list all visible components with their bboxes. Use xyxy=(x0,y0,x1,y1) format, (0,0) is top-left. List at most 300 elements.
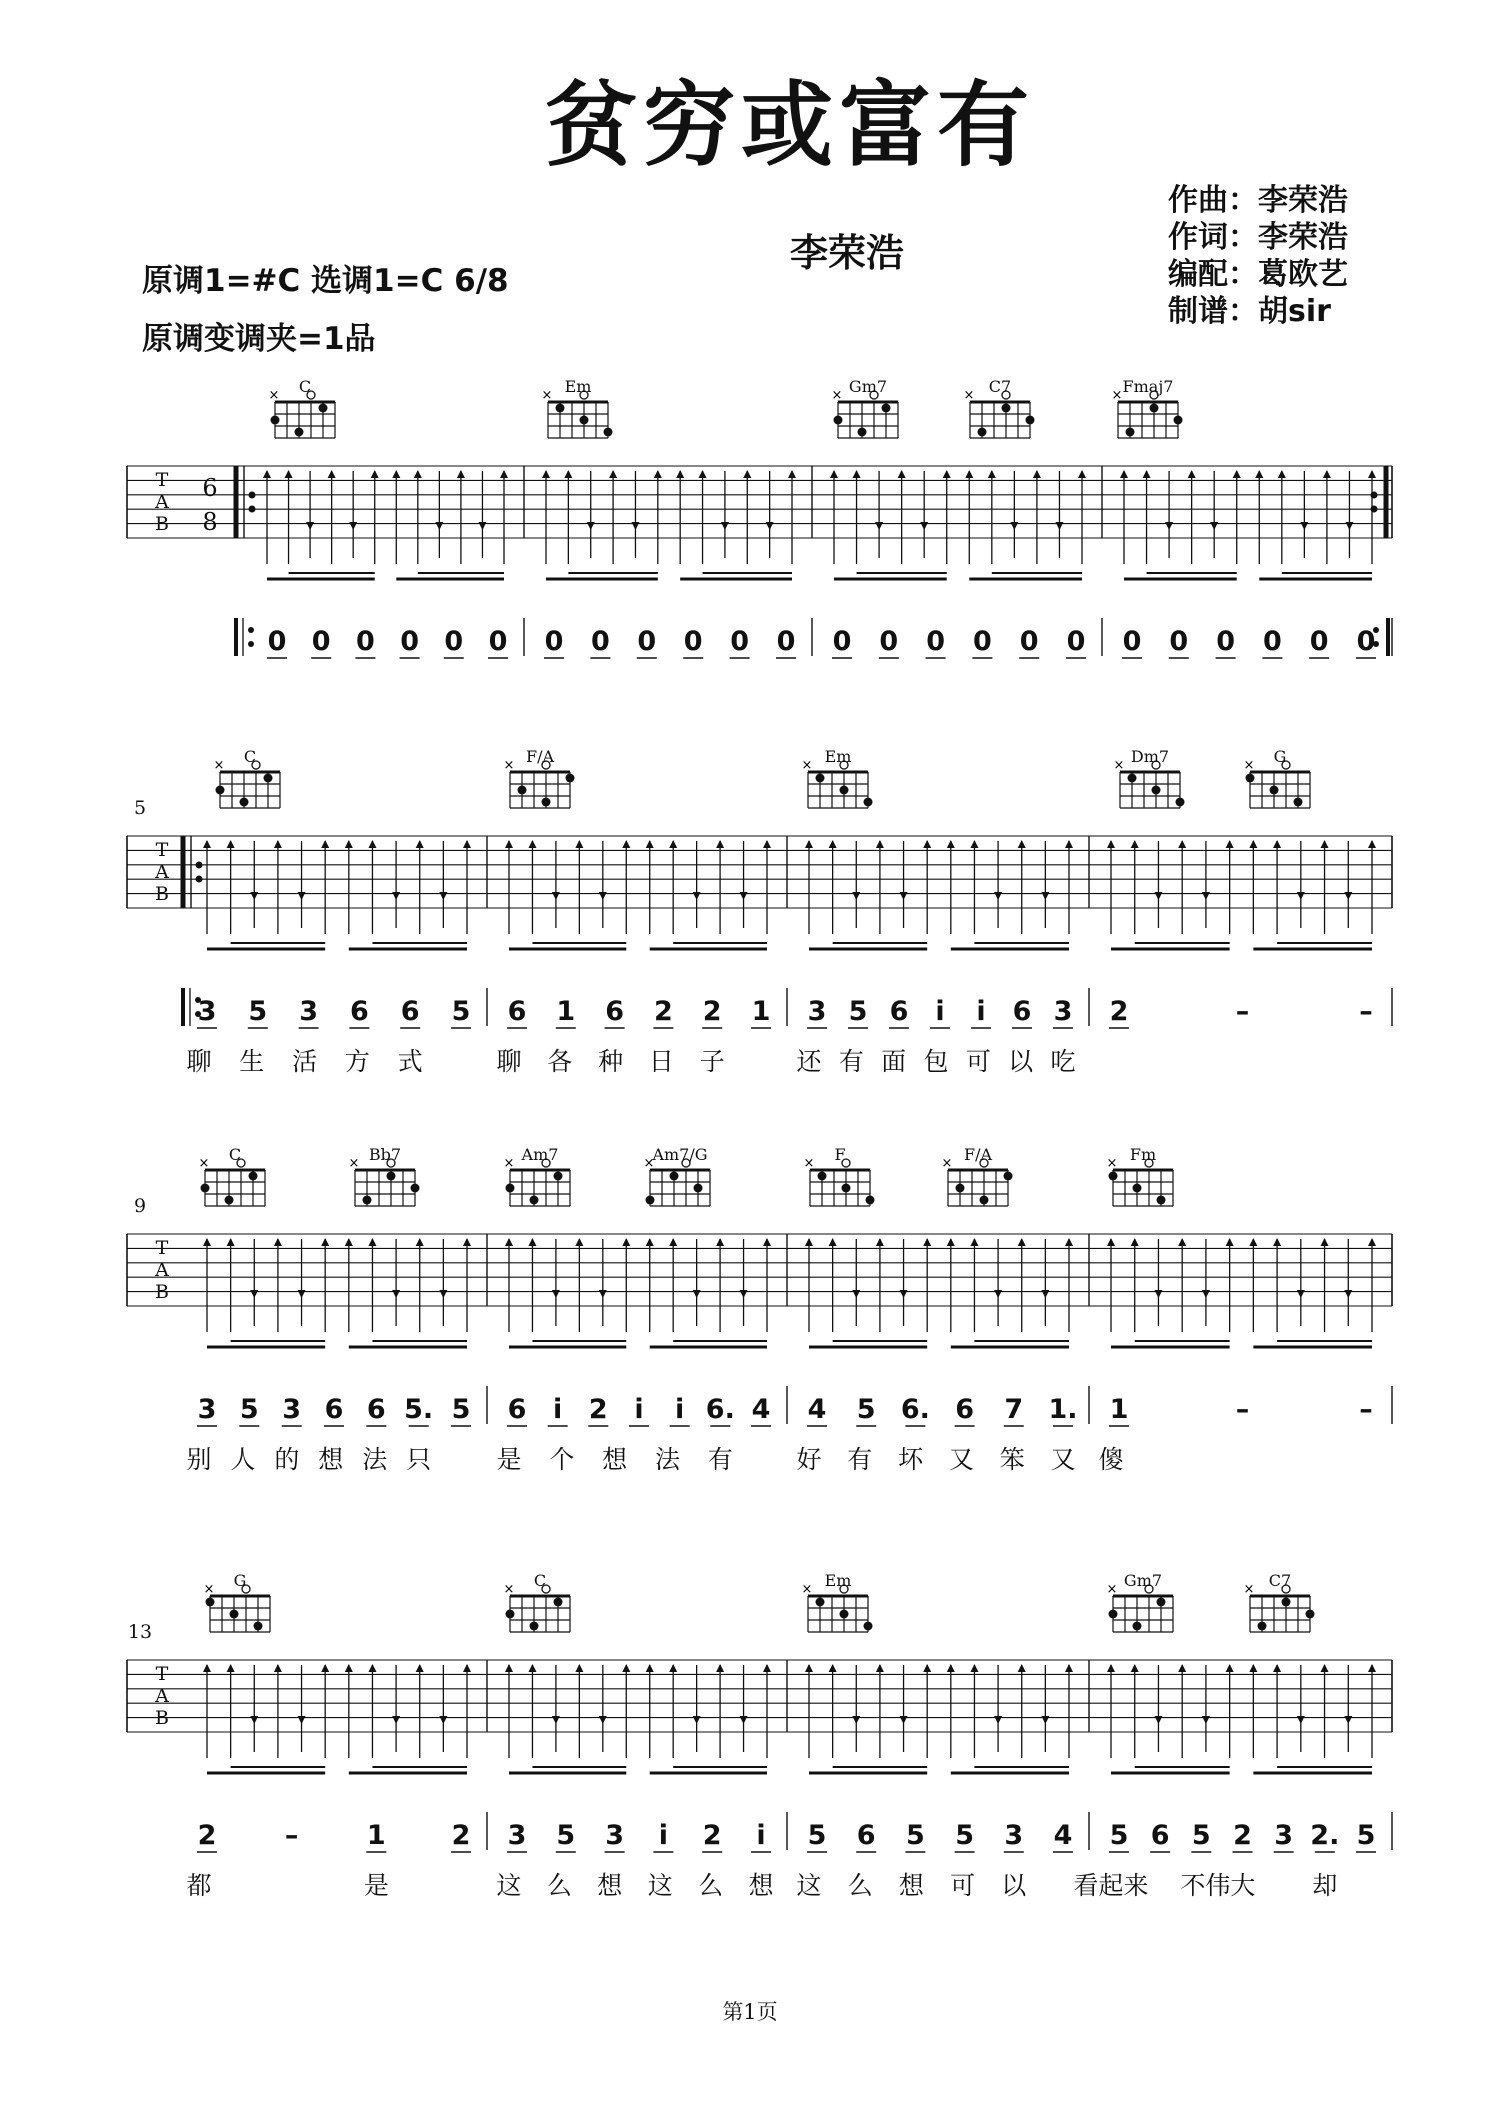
time-signature-bottom: 8 xyxy=(202,508,218,536)
tab-label-t: T xyxy=(155,469,169,491)
lyric-syllable: 以 xyxy=(1008,1047,1034,1076)
finger-dot xyxy=(866,1196,875,1205)
jianpu-note: 2 xyxy=(1109,996,1129,1027)
strum-up-arrow xyxy=(876,1238,884,1246)
jianpu-note: 0 xyxy=(1169,626,1189,657)
chord-name: G xyxy=(1273,747,1287,766)
strum-down-arrow xyxy=(740,892,748,900)
strum-up-arrow xyxy=(970,840,978,848)
jianpu-note: 5 xyxy=(556,1820,576,1851)
finger-dot xyxy=(882,404,891,413)
strum-up-arrow xyxy=(622,840,630,848)
repeat-dot xyxy=(248,627,254,633)
chord-name: F xyxy=(834,1145,846,1164)
strum-up-arrow xyxy=(676,470,684,478)
chord-diagram-em xyxy=(802,1571,873,1632)
strum-up-arrow xyxy=(321,1664,329,1672)
lyric-syllable: 还 xyxy=(796,1047,822,1076)
strum-down-arrow xyxy=(852,1290,860,1298)
strum-up-arrow xyxy=(788,470,796,478)
strum-up-arrow xyxy=(505,840,513,848)
jianpu-note: 0 xyxy=(879,626,899,657)
strum-down-arrow xyxy=(250,1716,258,1724)
finger-dot xyxy=(225,1196,234,1205)
strum-down-arrow xyxy=(599,1290,607,1298)
jianpu-note: 6 xyxy=(955,1394,974,1425)
finger-dot xyxy=(1176,798,1185,807)
finger-dot xyxy=(363,1196,372,1205)
chord-diagram-fm xyxy=(1107,1145,1173,1206)
strum-down-arrow xyxy=(298,1716,306,1724)
strum-down-arrow xyxy=(392,1290,400,1298)
chord-diagram-fmaj7 xyxy=(1112,377,1183,438)
song-title: 贫穷或富有 xyxy=(544,72,1035,179)
jianpu-note: 5 xyxy=(248,996,268,1027)
lyric-syllable: 包 xyxy=(923,1047,949,1076)
finger-dot xyxy=(1294,798,1303,807)
jianpu-note: 5 xyxy=(906,1820,925,1851)
chord-name: C xyxy=(298,377,312,396)
strum-up-arrow xyxy=(1107,1664,1115,1672)
strum-down-arrow xyxy=(693,892,701,900)
jianpu-note: 0 xyxy=(267,626,287,657)
chord-name: Fm xyxy=(1129,1145,1157,1164)
strum-up-arrow xyxy=(1188,470,1196,478)
finger-dot xyxy=(411,1184,420,1193)
finger-dot xyxy=(980,1196,989,1205)
jianpu-note: 0 xyxy=(356,626,375,657)
strum-up-arrow xyxy=(943,470,951,478)
jianpu-note: i xyxy=(935,996,945,1027)
strum-up-arrow xyxy=(830,470,838,478)
lyric-syllable: 都 xyxy=(186,1871,212,1900)
strum-up-arrow xyxy=(1226,1238,1234,1246)
strum-up-arrow xyxy=(829,1664,837,1672)
strum-up-arrow xyxy=(1273,1664,1281,1672)
strum-up-arrow xyxy=(669,1664,677,1672)
lyric-syllable: 么 xyxy=(698,1871,724,1900)
muted-string-marker: × xyxy=(831,388,843,403)
measure-number: 13 xyxy=(127,1621,153,1643)
jianpu-note: 0 xyxy=(311,626,331,657)
lyric-syllable: 这 xyxy=(496,1871,522,1900)
finger-dot xyxy=(542,798,551,807)
chord-diagram-f-a xyxy=(504,747,575,808)
tab-label-t: T xyxy=(155,1663,169,1685)
chord-name: Gm7 xyxy=(848,377,888,396)
strum-up-arrow xyxy=(876,1664,884,1672)
lyric-syllable: 方 xyxy=(344,1047,370,1076)
lyric-syllable: 式 xyxy=(397,1047,423,1076)
lyric-syllable: 法 xyxy=(654,1445,681,1474)
strum-up-arrow xyxy=(1368,470,1376,478)
strum-up-arrow xyxy=(1065,840,1073,848)
repeat-dot xyxy=(196,862,203,869)
strum-up-arrow xyxy=(227,1238,235,1246)
muted-string-marker: × xyxy=(1243,1582,1255,1597)
muted-string-marker: × xyxy=(1243,758,1255,773)
strum-down-arrow xyxy=(1297,1290,1305,1298)
strum-up-arrow xyxy=(970,1664,978,1672)
strum-down-arrow xyxy=(1210,522,1218,530)
strum-up-arrow xyxy=(1178,1238,1186,1246)
strum-up-arrow xyxy=(1107,1238,1115,1246)
strum-up-arrow xyxy=(716,840,724,848)
strum-up-arrow xyxy=(646,1238,654,1246)
strum-up-arrow xyxy=(622,1238,630,1246)
strum-up-arrow xyxy=(463,1664,471,1672)
chord-diagram-em xyxy=(542,377,613,438)
jianpu-note: i xyxy=(756,1820,766,1851)
strum-down-arrow xyxy=(552,1290,560,1298)
lyric-syllable: 以 xyxy=(1001,1871,1027,1900)
finger-dot xyxy=(840,1610,849,1619)
jianpu-note: 2 xyxy=(451,1820,471,1851)
jianpu-note: 0 xyxy=(1216,626,1235,657)
strum-up-arrow xyxy=(416,1664,424,1672)
finger-dot xyxy=(1004,1172,1013,1181)
finger-dot xyxy=(556,404,565,413)
lyric-syllable: 面 xyxy=(881,1047,907,1076)
finger-dot xyxy=(530,1196,539,1205)
strum-up-arrow xyxy=(203,840,211,848)
jianpu-dash: – xyxy=(1235,996,1250,1027)
strum-up-arrow xyxy=(923,1664,931,1672)
strum-up-arrow xyxy=(463,840,471,848)
jianpu-note: 5 xyxy=(848,996,868,1027)
jianpu-note: i xyxy=(658,1820,669,1851)
finger-dot xyxy=(506,1610,515,1619)
finger-dot xyxy=(230,1610,239,1619)
jianpu-note: i xyxy=(634,1394,644,1425)
lyric-syllable: 子 xyxy=(699,1047,725,1076)
tab-label-b: B xyxy=(155,1707,169,1729)
jianpu-note: 5 xyxy=(1109,1820,1129,1851)
lyric-syllable: 想 xyxy=(898,1871,924,1900)
jianpu-note: 0 xyxy=(544,626,564,657)
jianpu-note: 7 xyxy=(1004,1394,1024,1425)
lyric-syllable: 坏 xyxy=(898,1445,924,1474)
lyric-syllable: 可 xyxy=(965,1047,991,1076)
jianpu-note: 3 xyxy=(807,996,827,1027)
lyric-syllable: 聊 xyxy=(186,1047,212,1076)
finger-dot xyxy=(295,428,304,437)
measure-number: 5 xyxy=(133,797,147,819)
strum-up-arrow xyxy=(853,470,861,478)
finger-dot xyxy=(1152,786,1161,795)
strum-up-arrow xyxy=(805,1664,813,1672)
chord-diagram-c xyxy=(199,1145,265,1206)
finger-dot xyxy=(670,1172,679,1181)
lyric-syllable: 么 xyxy=(847,1871,873,1900)
strum-up-arrow xyxy=(646,1664,654,1672)
finger-dot xyxy=(818,1172,827,1181)
muted-string-marker: × xyxy=(963,388,975,403)
credit-transcriber: 制谱：胡sir xyxy=(1168,294,1331,329)
strum-up-arrow xyxy=(805,840,813,848)
finger-dot xyxy=(1258,1622,1267,1631)
strum-down-arrow xyxy=(1202,1716,1210,1724)
muted-string-marker: × xyxy=(213,758,225,773)
strum-down-arrow xyxy=(439,1290,447,1298)
finger-dot xyxy=(530,1622,539,1631)
jianpu-note: 2 xyxy=(702,1820,722,1851)
strum-up-arrow xyxy=(1233,470,1241,478)
strum-down-arrow xyxy=(552,1716,560,1724)
jianpu-note: 3 xyxy=(1053,996,1073,1027)
lyric-syllable: 法 xyxy=(362,1445,388,1474)
finger-dot xyxy=(1174,416,1183,425)
finger-dot xyxy=(201,1184,210,1193)
credit-composer: 作曲：李荣浩 xyxy=(1168,183,1348,218)
strum-up-arrow xyxy=(716,1664,724,1672)
strum-up-arrow xyxy=(227,840,235,848)
tab-label-a: A xyxy=(155,491,169,513)
chord-name: Gm7 xyxy=(1123,1571,1163,1590)
credit-lyricist: 作词：李荣浩 xyxy=(1168,220,1348,255)
jianpu-note: 6 xyxy=(400,996,420,1027)
chord-name: F/A xyxy=(525,747,555,766)
strum-down-arrow xyxy=(298,892,306,900)
strum-up-arrow xyxy=(416,1238,424,1246)
muted-string-marker: × xyxy=(203,1582,215,1597)
tab-label-t: T xyxy=(155,839,169,861)
strum-up-arrow xyxy=(1255,470,1263,478)
jianpu-note: 0 xyxy=(973,626,992,657)
jianpu-note: 3 xyxy=(605,1820,624,1851)
finger-dot xyxy=(554,1598,563,1607)
finger-dot xyxy=(816,774,825,783)
strum-up-arrow xyxy=(1278,470,1286,478)
strum-up-arrow xyxy=(1178,840,1186,848)
strum-up-arrow xyxy=(1107,840,1115,848)
muted-string-marker: × xyxy=(801,758,813,773)
strum-up-arrow xyxy=(575,1664,583,1672)
strum-down-arrow xyxy=(900,892,908,900)
jianpu-note: 2 xyxy=(654,996,673,1027)
muted-string-marker: × xyxy=(1113,758,1125,773)
strum-up-arrow xyxy=(542,470,550,478)
strum-up-arrow xyxy=(1249,1664,1257,1672)
lyric-syllable: 有 xyxy=(838,1047,864,1076)
strum-down-arrow xyxy=(1041,892,1049,900)
strum-up-arrow xyxy=(923,840,931,848)
strum-up-arrow xyxy=(876,840,884,848)
strum-down-arrow xyxy=(1055,522,1063,530)
strum-up-arrow xyxy=(1226,1664,1234,1672)
finger-dot xyxy=(1306,1610,1315,1619)
jianpu-note: 6 xyxy=(1012,996,1032,1027)
jianpu-note: 5 xyxy=(239,1394,259,1425)
page-footer: 第1页 xyxy=(722,2000,778,2024)
finger-dot xyxy=(834,416,843,425)
strum-down-arrow xyxy=(1202,1290,1210,1298)
strum-up-arrow xyxy=(321,1238,329,1246)
jianpu-note: 5 xyxy=(451,1394,471,1425)
strum-down-arrow xyxy=(852,1716,860,1724)
finger-dot xyxy=(864,798,873,807)
muted-string-marker: × xyxy=(503,1582,515,1597)
strum-up-arrow xyxy=(622,1664,630,1672)
muted-string-marker: × xyxy=(941,1156,953,1171)
strum-down-arrow xyxy=(1297,892,1305,900)
strum-down-arrow xyxy=(1041,1716,1049,1724)
strum-up-arrow xyxy=(1120,470,1128,478)
finger-dot xyxy=(206,1598,215,1607)
chord-diagram-f-a xyxy=(942,1145,1013,1206)
lyric-syllable: 看起来 xyxy=(1073,1871,1149,1900)
strum-up-arrow xyxy=(414,470,422,478)
jianpu-note: 6 xyxy=(856,1820,876,1851)
credit-arranger: 编配：葛欧艺 xyxy=(1168,257,1348,292)
jianpu-note: i xyxy=(553,1394,563,1425)
lyric-syllable: 只 xyxy=(406,1445,432,1474)
jianpu-note: 6 xyxy=(889,996,909,1027)
lyric-syllable: 别 xyxy=(186,1445,212,1474)
strum-up-arrow xyxy=(654,470,662,478)
chord-name: Em xyxy=(824,747,852,766)
finger-dot xyxy=(518,786,527,795)
strum-up-arrow xyxy=(528,840,536,848)
strum-up-arrow xyxy=(947,1664,955,1672)
jianpu-note: 1 xyxy=(556,996,576,1027)
lyric-syllable: 笨 xyxy=(999,1445,1025,1474)
muted-string-marker: × xyxy=(348,1156,360,1171)
strum-down-arrow xyxy=(306,522,314,530)
strum-up-arrow xyxy=(898,470,906,478)
strum-down-arrow xyxy=(994,892,1002,900)
strum-up-arrow xyxy=(1018,840,1026,848)
finger-dot xyxy=(840,786,849,795)
jianpu-note: 3 xyxy=(197,1394,217,1425)
chord-name: Em xyxy=(824,1571,852,1590)
strum-down-arrow xyxy=(875,522,883,530)
finger-dot xyxy=(271,416,280,425)
jianpu-note: 0 xyxy=(832,626,852,657)
strum-up-arrow xyxy=(274,1238,282,1246)
strum-down-arrow xyxy=(587,522,595,530)
strum-up-arrow xyxy=(368,840,376,848)
finger-dot xyxy=(842,1184,851,1193)
lyric-syllable: 好 xyxy=(796,1445,822,1474)
strum-down-arrow xyxy=(994,1290,1002,1298)
repeat-dot xyxy=(196,876,203,883)
strum-up-arrow xyxy=(575,840,583,848)
jianpu-note: 0 xyxy=(1263,626,1282,657)
strum-up-arrow xyxy=(763,1664,771,1672)
finger-dot xyxy=(1133,1184,1142,1193)
finger-dot xyxy=(1246,774,1255,783)
chord-name: C xyxy=(243,747,257,766)
strum-up-arrow xyxy=(1131,840,1139,848)
finger-dot xyxy=(264,774,273,783)
strum-up-arrow xyxy=(457,470,465,478)
strum-up-arrow xyxy=(646,840,654,848)
jianpu-note: 5 xyxy=(807,1820,827,1851)
chord-name: C7 xyxy=(1268,1571,1292,1590)
finger-dot xyxy=(580,416,589,425)
strum-down-arrow xyxy=(478,522,486,530)
strum-up-arrow xyxy=(829,840,837,848)
strum-up-arrow xyxy=(345,1238,353,1246)
chord-name: Am7 xyxy=(521,1145,559,1164)
jianpu-note: 5 xyxy=(1356,1820,1376,1851)
strum-up-arrow xyxy=(1226,840,1234,848)
jianpu-note: 3 xyxy=(197,996,217,1027)
lyric-syllable: 各 xyxy=(547,1047,573,1076)
jianpu-note: 6. xyxy=(900,1394,930,1425)
jianpu-note: 5 xyxy=(451,996,471,1027)
strum-up-arrow xyxy=(669,840,677,848)
jianpu-note: 2 xyxy=(702,996,722,1027)
strum-up-arrow xyxy=(763,840,771,848)
strum-up-arrow xyxy=(345,840,353,848)
finger-dot xyxy=(1026,416,1035,425)
strum-up-arrow xyxy=(274,1664,282,1672)
strum-up-arrow xyxy=(699,470,707,478)
jianpu-note: 3 xyxy=(1004,1820,1024,1851)
chord-diagram-c xyxy=(504,1571,570,1632)
strum-up-arrow xyxy=(263,470,271,478)
lyric-syllable: 想 xyxy=(602,1445,628,1474)
strum-up-arrow xyxy=(500,470,508,478)
repeat-dot xyxy=(249,492,256,499)
tab-label-a: A xyxy=(155,861,169,883)
jianpu-note: 0 xyxy=(400,626,419,657)
strum-up-arrow xyxy=(1249,1238,1257,1246)
tab-label-b: B xyxy=(155,883,169,905)
strum-down-arrow xyxy=(1202,892,1210,900)
strum-down-arrow xyxy=(852,892,860,900)
lyric-syllable: 生 xyxy=(239,1047,265,1076)
jianpu-note: 3 xyxy=(507,1820,527,1851)
strum-down-arrow xyxy=(740,1290,748,1298)
jianpu-note: 0 xyxy=(1066,626,1086,657)
chord-diagram-am7-g xyxy=(644,1145,710,1206)
lyric-syllable: 却 xyxy=(1312,1871,1338,1900)
chord-diagram-dm7 xyxy=(1114,747,1185,808)
finger-dot xyxy=(864,1622,873,1631)
strum-down-arrow xyxy=(1041,1290,1049,1298)
chord-diagram-f xyxy=(804,1145,875,1206)
strum-down-arrow xyxy=(349,522,357,530)
jianpu-dash: – xyxy=(1359,996,1373,1027)
jianpu-note: 0 xyxy=(444,626,464,657)
repeat-dot xyxy=(249,506,256,513)
jianpu-note: 0 xyxy=(1019,626,1039,657)
tab-label-a: A xyxy=(155,1259,169,1281)
jianpu-note: 1 xyxy=(1109,1394,1129,1425)
jianpu-note: 2 xyxy=(197,1820,217,1851)
muted-string-marker: × xyxy=(801,1582,813,1597)
strum-down-arrow xyxy=(900,1290,908,1298)
jianpu-note: 0 xyxy=(776,626,796,657)
finger-dot xyxy=(319,404,328,413)
lyric-syllable: 又 xyxy=(1050,1445,1076,1474)
jianpu-note: 6 xyxy=(1150,1820,1170,1851)
strum-down-arrow xyxy=(1154,892,1162,900)
jianpu-note: 0 xyxy=(926,626,945,657)
jianpu-note: 6 xyxy=(507,996,527,1027)
jianpu-note: 2. xyxy=(1310,1820,1340,1851)
strum-up-arrow xyxy=(1178,1664,1186,1672)
strum-down-arrow xyxy=(1165,522,1173,530)
strum-down-arrow xyxy=(1344,1716,1352,1724)
lyric-syllable: 种 xyxy=(598,1047,624,1076)
lyric-syllable: 有 xyxy=(707,1445,733,1474)
strum-up-arrow xyxy=(988,470,996,478)
strum-up-arrow xyxy=(1321,840,1329,848)
